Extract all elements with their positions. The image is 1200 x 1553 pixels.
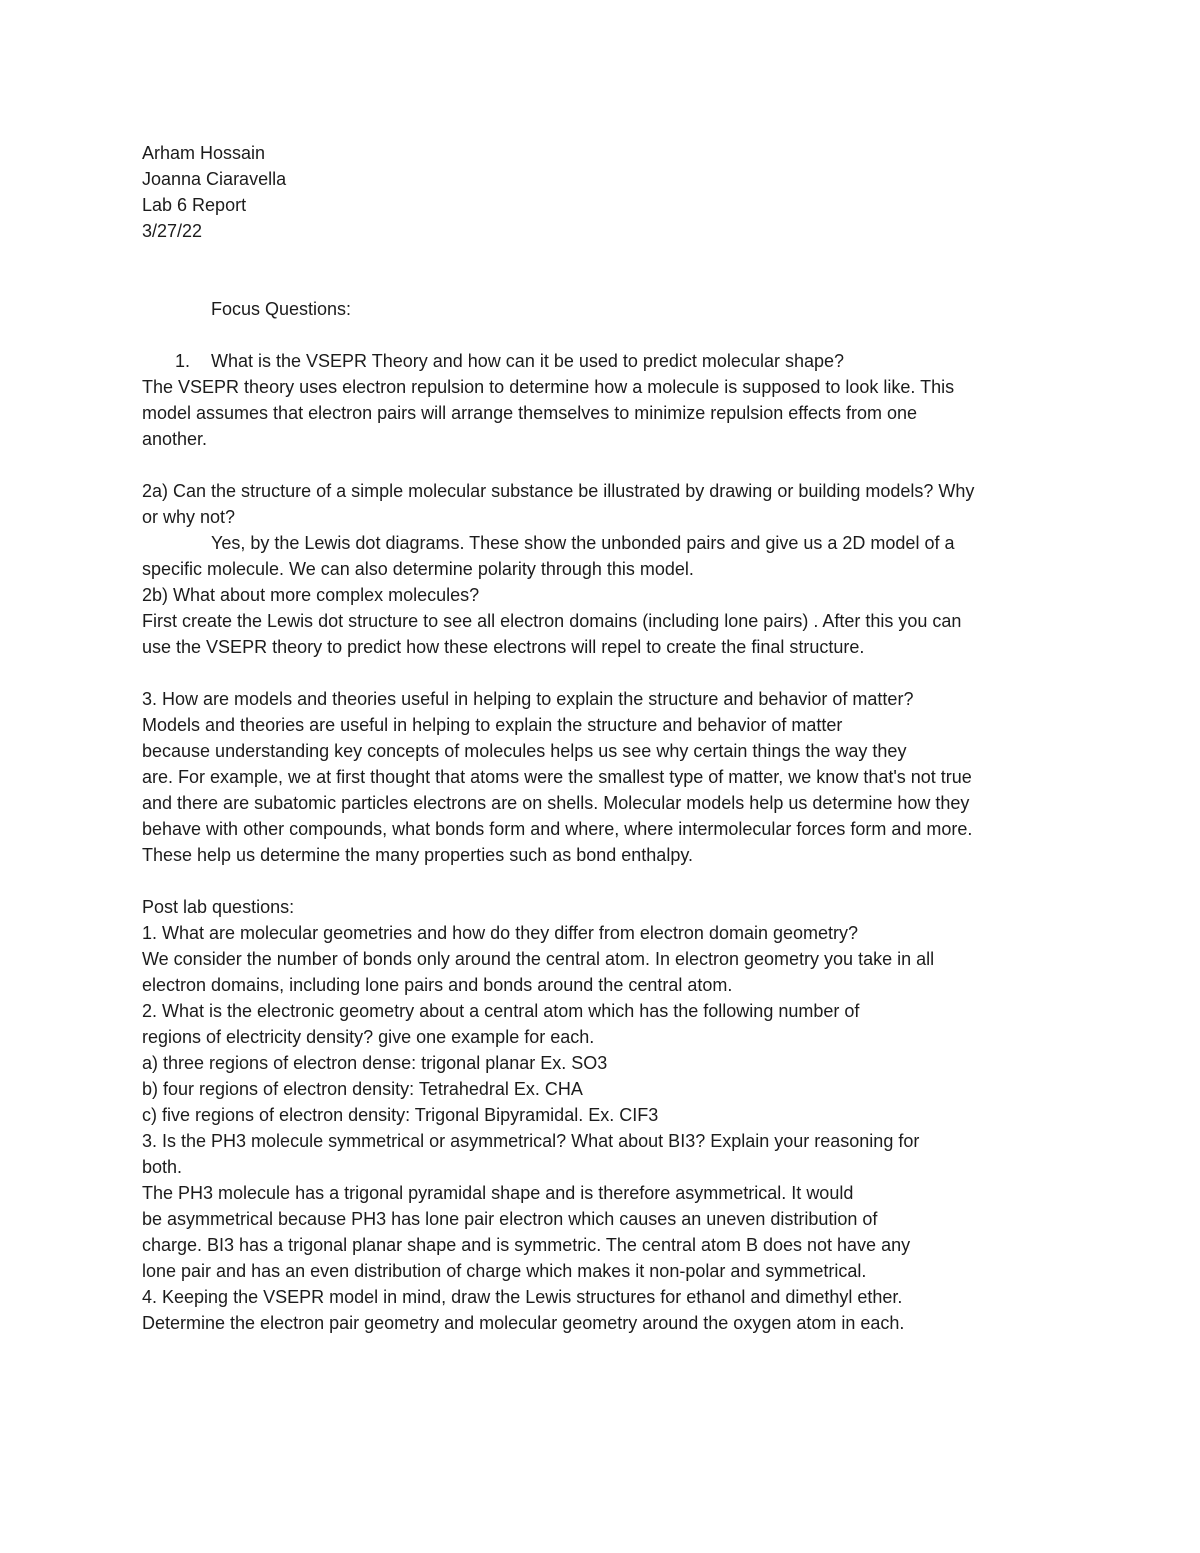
list-number: 1. bbox=[175, 351, 191, 371]
focus-questions-heading: Focus Questions: bbox=[211, 299, 352, 319]
teacher-name: Joanna Ciaravella bbox=[142, 169, 287, 189]
text-line: 3. Is the PH3 molecule symmetrical or asymmetrical? What about BI3? Explain your reasoning for bbox=[142, 1131, 920, 1151]
text-line: 2. What is the electronic geometry about a central atom which has the following number of bbox=[142, 1001, 860, 1021]
answer-line: and there are subatomic particles electrons are on shells. Molecular models help us determine how they bbox=[142, 793, 970, 813]
answer-line: use the VSEPR theory to predict how these electrons will repel to create the final structure. bbox=[142, 637, 865, 657]
question-text: What is the VSEPR Theory and how can it be used to predict molecular shape? bbox=[211, 351, 845, 371]
text-line: lone pair and has an even distribution of charge which makes it non-polar and symmetrical. bbox=[142, 1261, 867, 1281]
text-line: charge. BI3 has a trigonal planar shape and is symmetric. The central atom B does not have any bbox=[142, 1235, 911, 1255]
question-line: 3. How are models and theories useful in helping to explain the structure and behavior of matter? bbox=[142, 689, 914, 709]
text-line: b) four regions of electron density: Tetrahedral Ex. CHA bbox=[142, 1079, 583, 1099]
focus-question-1 bbox=[142, 348, 1062, 374]
answer-line: Yes, by the Lewis dot diagrams. These show the unbonded pairs and give us a 2D model of a bbox=[211, 533, 955, 553]
question-line: 2a) Can the structure of a simple molecular substance be illustrated by drawing or building models? Why bbox=[142, 481, 975, 501]
text-line: 1. What are molecular geometries and how do they differ from electron domain geometry? bbox=[142, 923, 859, 943]
spacer bbox=[142, 244, 1062, 270]
answer-line: These help us determine the many properties such as bond enthalpy. bbox=[142, 845, 693, 865]
answer-line: another. bbox=[142, 429, 208, 449]
text-line: regions of electricity density? give one example for each. bbox=[142, 1027, 595, 1047]
answer-line: specific molecule. We can also determine polarity through this model. bbox=[142, 559, 694, 579]
report-title: Lab 6 Report bbox=[142, 195, 247, 215]
answer-line: are. For example, we at first thought that atoms were the smallest type of matter, we know that's not true bbox=[142, 767, 972, 787]
answer-line: The VSEPR theory uses electron repulsion to determine how a molecule is supposed to look like. This bbox=[142, 377, 955, 397]
answer-line: behave with other compounds, what bonds form and where, where intermolecular forces form and more. bbox=[142, 819, 973, 839]
text-line: electron domains, including lone pairs and bonds around the central atom. bbox=[142, 975, 733, 995]
text-line: c) five regions of electron density: Trigonal Bipyramidal. Ex. CIF3 bbox=[142, 1105, 659, 1125]
question-line: 2b) What about more complex molecules? bbox=[142, 585, 480, 605]
spacer bbox=[142, 270, 1062, 296]
text-line: We consider the number of bonds only around the central atom. In electron geometry you take in all bbox=[142, 949, 935, 969]
text-line: Determine the electron pair geometry and molecular geometry around the oxygen atom in each. bbox=[142, 1313, 905, 1333]
spacer bbox=[142, 868, 1062, 894]
text-line: both. bbox=[142, 1157, 183, 1177]
question-line: or why not? bbox=[142, 507, 236, 527]
text-line: a) three regions of electron dense: trigonal planar Ex. SO3 bbox=[142, 1053, 608, 1073]
document-body bbox=[142, 140, 1062, 1336]
answer-line: Models and theories are useful in helping to explain the structure and behavior of matter bbox=[142, 715, 843, 735]
text-line: The PH3 molecule has a trigonal pyramidal shape and is therefore asymmetrical. It would bbox=[142, 1183, 854, 1203]
post-lab-heading: Post lab questions: bbox=[142, 897, 295, 917]
spacer bbox=[142, 322, 1062, 348]
answer-line: because understanding key concepts of molecules helps us see why certain things the way they bbox=[142, 741, 907, 761]
spacer bbox=[142, 452, 1062, 478]
spacer bbox=[142, 660, 1062, 686]
text-line: be asymmetrical because PH3 has lone pair electron which causes an uneven distribution of bbox=[142, 1209, 878, 1229]
report-date: 3/27/22 bbox=[142, 221, 203, 241]
author-name: Arham Hossain bbox=[142, 143, 266, 163]
text-line: 4. Keeping the VSEPR model in mind, draw the Lewis structures for ethanol and dimethyl ether. bbox=[142, 1287, 903, 1307]
answer-line: model assumes that electron pairs will arrange themselves to minimize repulsion effects from one bbox=[142, 403, 918, 423]
answer-line: First create the Lewis dot structure to see all electron domains (including lone pairs) . After this you can bbox=[142, 611, 962, 631]
